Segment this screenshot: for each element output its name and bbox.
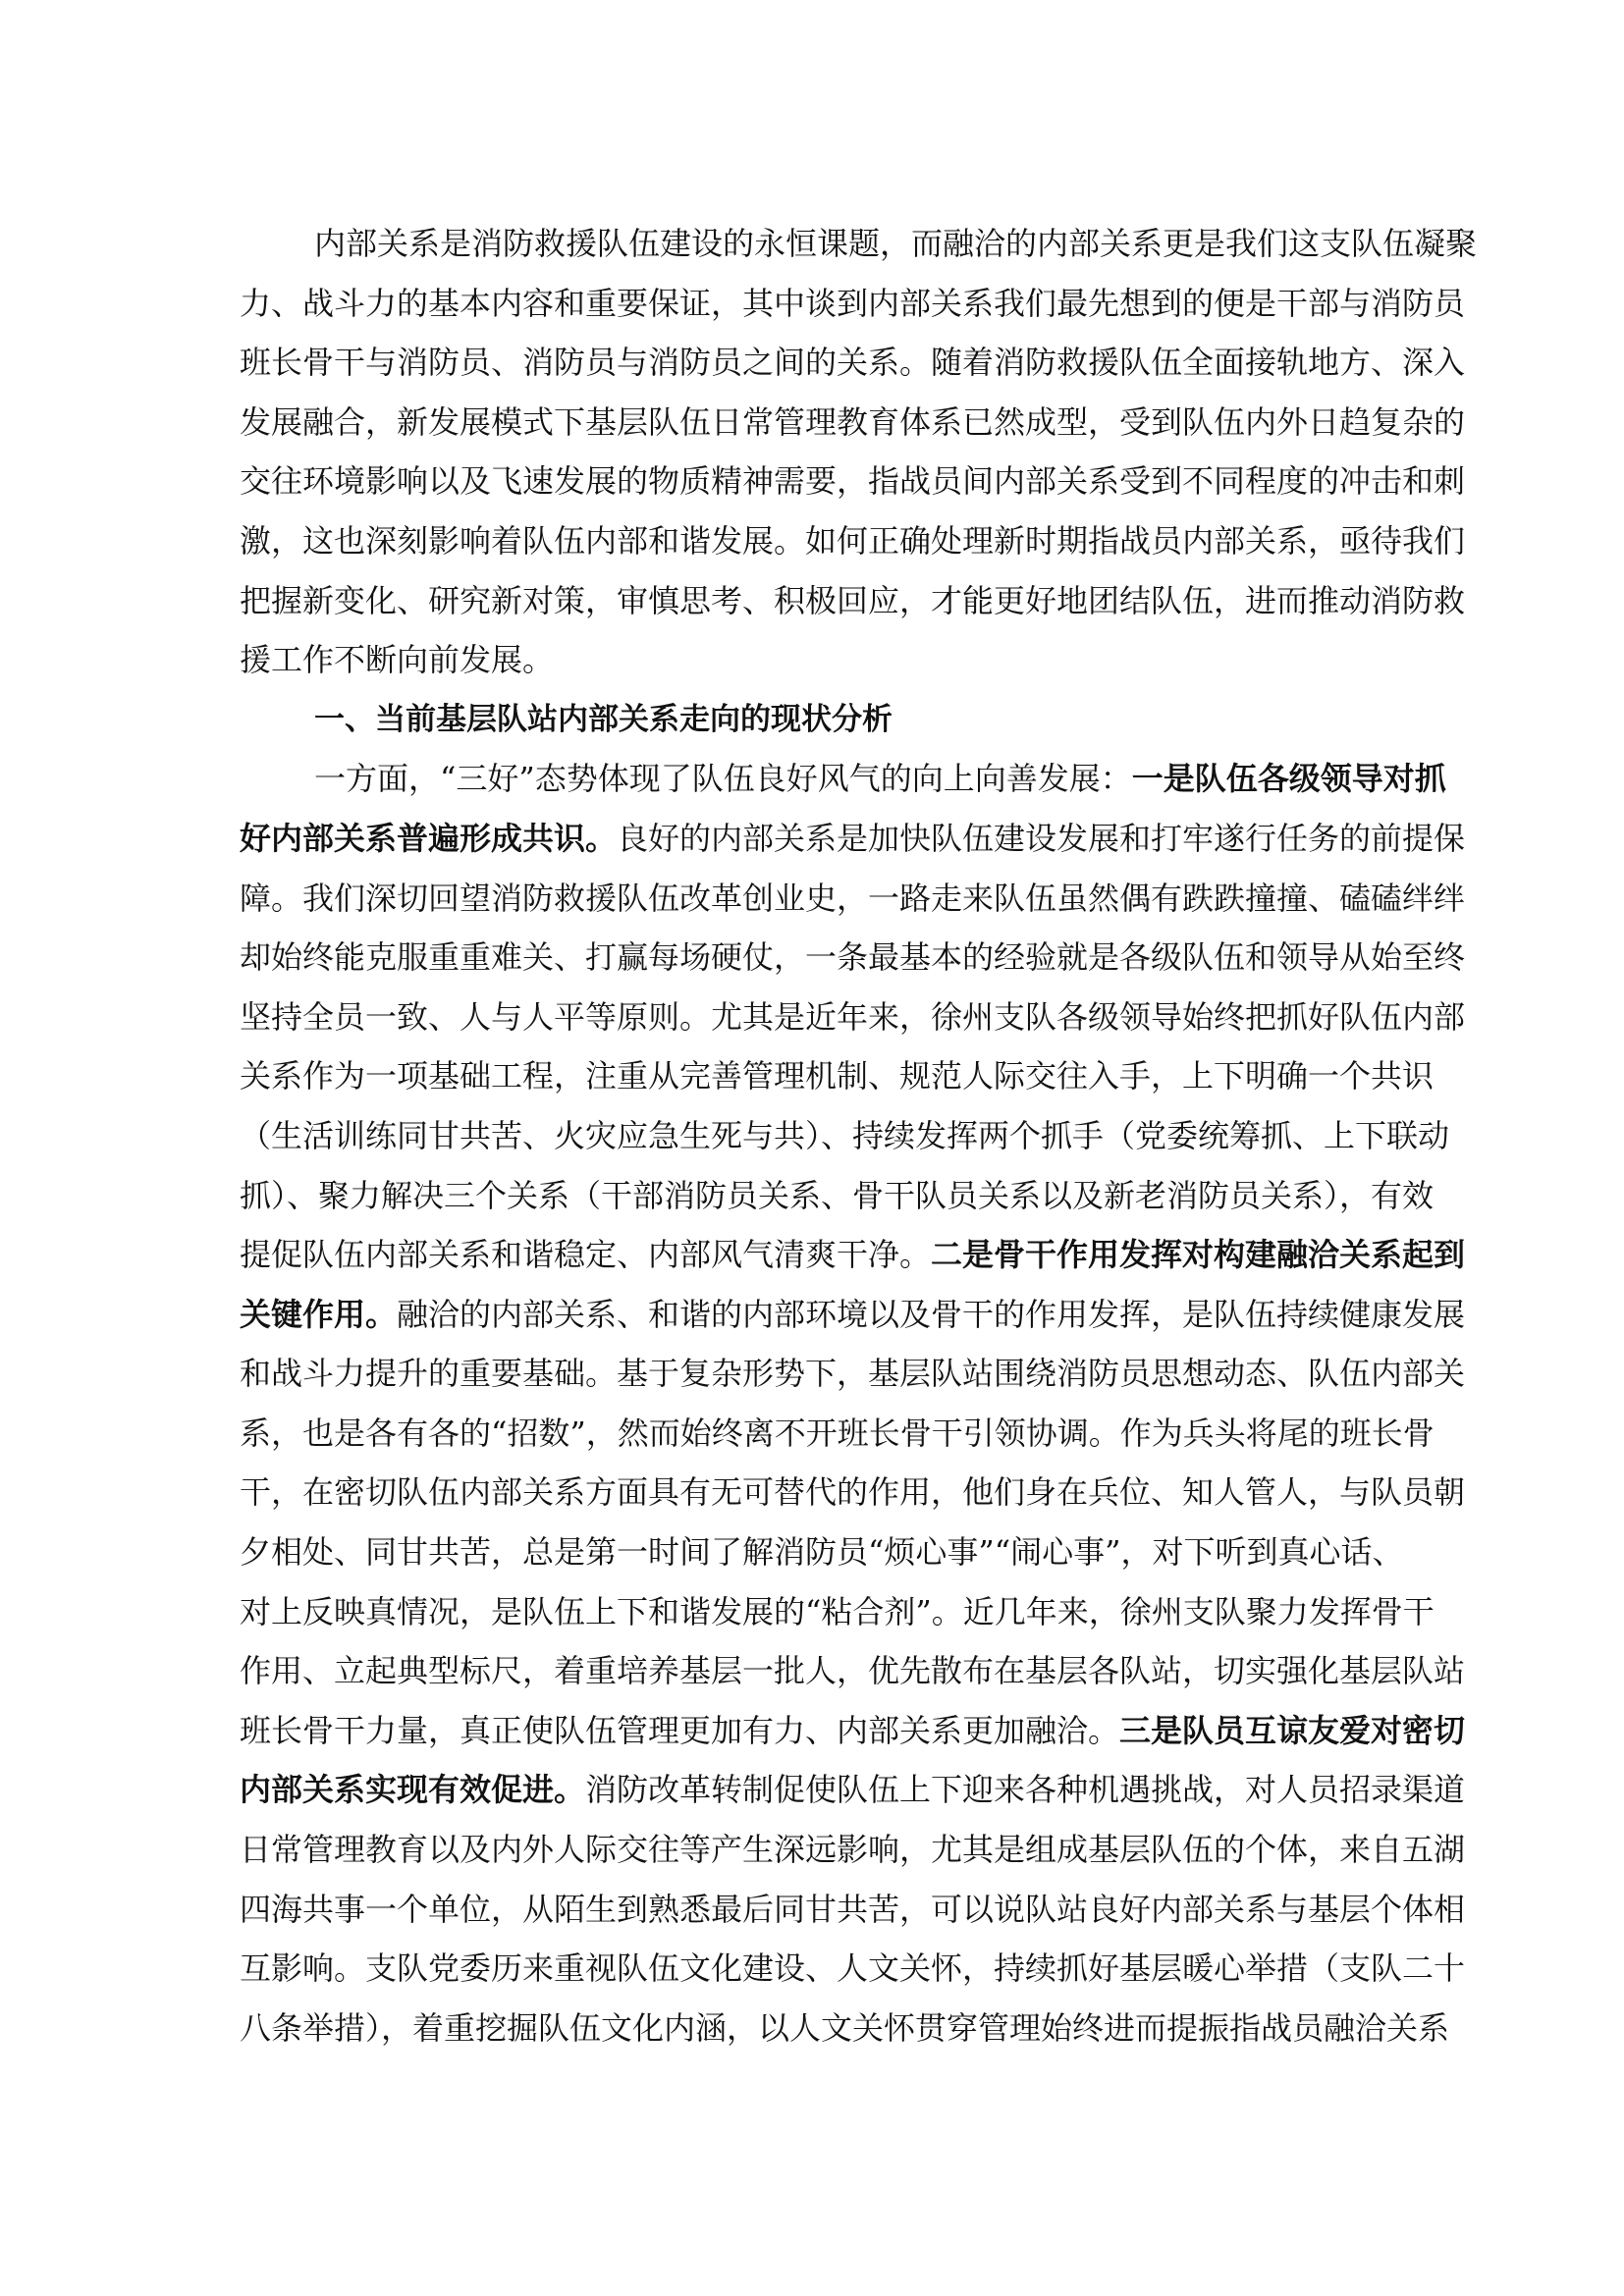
intro-paragraph	[240, 214, 1478, 690]
text-line: 班长骨干与消防员、消防员与消防员之间的关系。随着消防救援队伍全面接轨地方、深入	[240, 344, 1466, 382]
text-line: 夕相处、同甘共苦，总是第一时间了解消防员“烦心事”“闹心事”，对下听到真心话、	[240, 1533, 1404, 1572]
text-line: 八条举措），着重挖掘队伍文化内涵，以人文关怀贯穿管理始终进而提振指战员融洽关系	[240, 2008, 1450, 2047]
text-line: 系，也是各有各的“招数”，然而始终离不开班长骨干引领协调。作为兵头将尾的班长骨	[240, 1414, 1435, 1452]
text-line: 发展融合，新发展模式下基层队伍日常管理教育体系已然成型，受到队伍内外日趋复杂的	[240, 402, 1466, 441]
text-line: 援工作不断向前发展。	[240, 641, 555, 679]
text-line: 力、战斗力的基本内容和重要保证，其中谈到内部关系我们最先想到的便是干部与消防员	[240, 284, 1466, 322]
text-line: 干，在密切队伍内部关系方面具有无可替代的作用，他们身在兵位、知人管人，与队员朝	[240, 1473, 1466, 1512]
text-line: 激，这也深刻影响着队伍内部和谐发展。如何正确处理新时期指战员内部关系，亟待我们	[240, 521, 1466, 560]
bold-point: 好内部关系普遍形成共识。	[240, 819, 618, 857]
document-page	[240, 214, 1478, 2057]
text-line: 抓）、聚力解决三个关系（干部消防员关系、骨干队员关系以及新老消防员关系），有效	[240, 1176, 1435, 1214]
text-line: 内部关系是消防救援队伍建设的永恒课题，而融洽的内部关系更是我们这支队伍凝聚	[314, 225, 1478, 262]
text-line: 内部关系实现有效促进。消防改革转制促使队伍上下迎来各种机遇挑战，对人员招录渠道	[240, 1771, 1466, 1809]
text-line: 关键作用。融洽的内部关系、和谐的内部环境以及骨干的作用发挥，是队伍持续健康发展	[240, 1295, 1466, 1333]
bold-point: 二是骨干作用发挥对构建融洽关系起到	[931, 1236, 1466, 1274]
text-line: 和战斗力提升的重要基础。基于复杂形势下，基层队站围绕消防员思想动态、队伍内部关	[240, 1355, 1466, 1393]
section-heading: 一、当前基层队站内部关系走向的现状分析	[314, 701, 893, 737]
text-line: 关系作为一项基础工程，注重从完善管理机制、规范人际交往入手，上下明确一个共识	[240, 1057, 1435, 1095]
text-line: 把握新变化、研究新对策，审慎思考、积极回应，才能更好地团结队伍，进而推动消防救	[240, 581, 1466, 619]
text-line: 坚持全员一致、人与人平等原则。尤其是近年来，徐州支队各级领导始终把抓好队伍内部	[240, 997, 1466, 1036]
bold-point: 一是队伍各级领导对抓	[1131, 760, 1446, 798]
text-line: 日常管理教育以及内外人际交往等产生深远影响，尤其是组成基层队伍的个体，来自五湖	[240, 1831, 1466, 1869]
text-line: 班长骨干力量，真正使队伍管理更加有力、内部关系更加融洽。三是队员互谅友爱对密切	[240, 1711, 1466, 1749]
text-line: （生活训练同甘共苦、火灾应急生死与共）、持续发挥两个抓手（党委统筹抓、上下联动	[240, 1116, 1450, 1154]
text-line: 对上反映真情况，是队伍上下和谐发展的“粘合剂”。近几年来，徐州支队聚力发挥骨干	[240, 1592, 1435, 1630]
text-line: 作用、立起典型标尺，着重培养基层一批人，优先散布在基层各队站，切实强化基层队站	[240, 1652, 1466, 1690]
text-line: 四海共事一个单位，从陌生到熟悉最后同甘共苦，可以说队站良好内部关系与基层个体相	[240, 1890, 1466, 1928]
text-line: 一方面，“三好”态势体现了队伍良好风气的向上向善发展：一是队伍各级领导对抓	[314, 760, 1446, 798]
text-line: 好内部关系普遍形成共识。良好的内部关系是加快队伍建设发展和打牢遂行任务的前提保	[240, 819, 1466, 857]
bold-point: 内部关系实现有效促进。	[240, 1771, 586, 1809]
text-line: 交往环境影响以及飞速发展的物质精神需要，指战员间内部关系受到不同程度的冲击和刺	[240, 462, 1466, 501]
text-line: 互影响。支队党委历来重视队伍文化建设、人文关怀，持续抓好基层暖心举措（支队二十	[240, 1949, 1466, 1988]
text-line: 提促队伍内部关系和谐稳定、内部风气清爽干净。二是骨干作用发挥对构建融洽关系起到	[240, 1236, 1466, 1274]
bold-point: 三是队员互谅友爱对密切	[1119, 1711, 1466, 1749]
text-line: 障。我们深切回望消防救援队伍改革创业史，一路走来队伍虽然偶有跌跌撞撞、磕磕绊绊	[240, 879, 1466, 917]
text-line: 却始终能克服重重难关、打赢每场硬仗，一条最基本的经验就是各级队伍和领导从始至终	[240, 938, 1466, 977]
bold-point: 关键作用。	[240, 1295, 398, 1333]
body-paragraph	[240, 749, 1466, 2057]
